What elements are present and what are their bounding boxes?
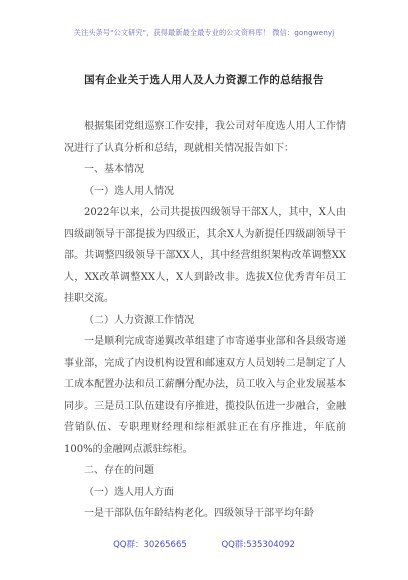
footer-qq-group-1: QQ群：30265665 [113,540,187,550]
header-banner: 关注头条号"公文研究"，获得最新最全最专业的公文资料库！ 微信：gongwenyj [73,28,335,37]
footer-qq-group-2: QQ群:535304092 [221,540,295,550]
section-heading-basic: 一、基本情况 [84,164,144,175]
subsection-heading-selection-issues: （一）选人用人方面 [84,486,174,498]
footer-contacts [0,538,408,550]
document-title: 国有企业关于选人用人及人力资源工作的总结报告 [84,74,324,86]
section-heading-problems: 二、存在的问题 [84,465,154,476]
selection-paragraph: 2022年以来，公司共提拔四级领导干部X人，其中，X人由四级副领导干部提拔为四级正，其余X人为新提任四级副领导干部。共调整四级领导干部XX人，其中经营组织架构改革调整XX人，XX改革调整XX人，X人到龄改非。选拔X位优秀青年员工挂职交流。 [64,207,346,304]
intro-paragraph: 根据集团党组巡察工作安排，我公司对年度选人用人工作情况进行了认真分析和总结，现就相关情况报告如下： [64,121,346,154]
subsection-heading-selection: （一）选人用人情况 [84,185,174,197]
subsection-heading-hr: （二）人力资源工作情况 [84,314,194,326]
hr-paragraph: 一是顺利完成寄递翼改革组建了市寄递事业部和各县级寄递事业部，完成了内设机构设置和邮速双方人员划转二是制定了人工成本配置办法和员工薪酬分配办法，员工收入与企业发展基本同步。三是员工队伍建设有序推进，揽投队伍进一步融合，金融营销队伍、专职理财经理和综柜派驻正在有序推进，年底前100%的金融网点派驻综柜。 [64,336,346,455]
document-body [64,116,346,525]
issues-paragraph: 一是干部队伍年龄结构老化。四级领导干部平均年龄 [84,508,314,519]
